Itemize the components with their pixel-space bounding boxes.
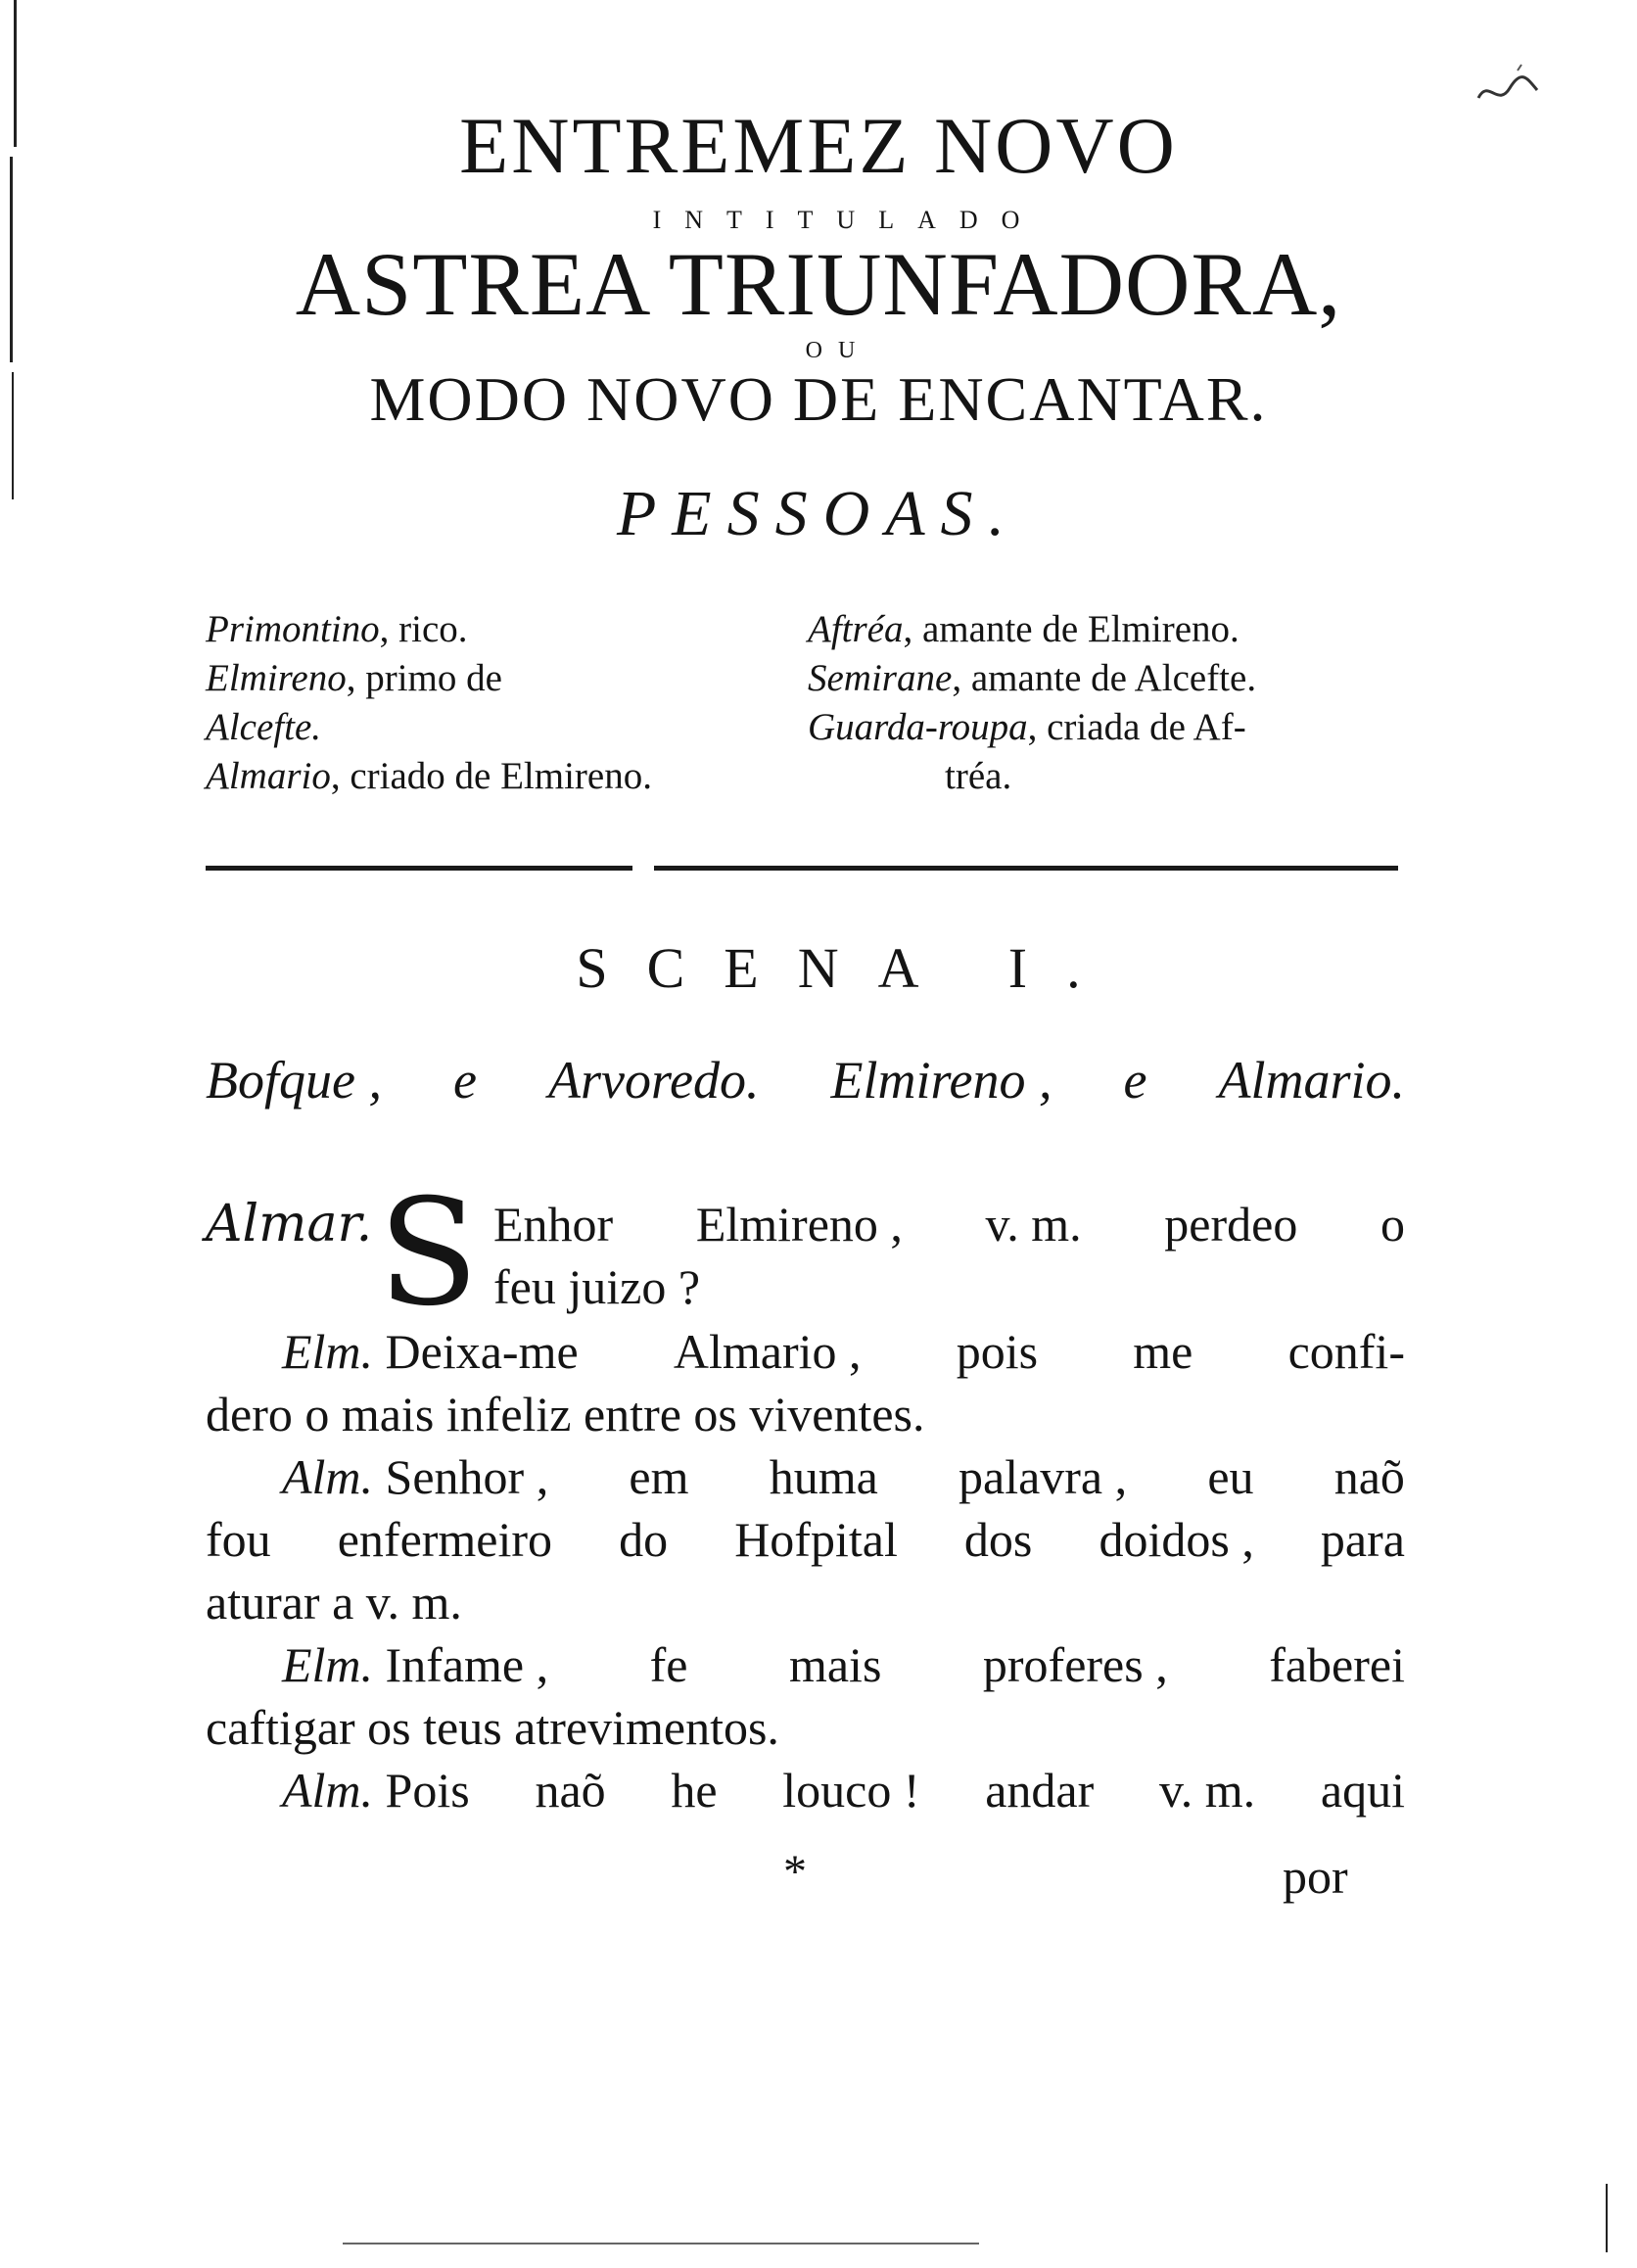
drop-cap: S	[378, 1168, 479, 1339]
word: Deixa-me	[385, 1324, 579, 1379]
word: o	[1380, 1197, 1405, 1252]
cast-name: Elmireno	[206, 657, 347, 699]
setting-word: Almario.	[1218, 1051, 1405, 1110]
cast-heading: PESSOAS.	[616, 478, 1021, 549]
word: caftigar os teus atrevimentos.	[206, 1700, 779, 1755]
word: faberei	[1269, 1637, 1405, 1692]
word: huma	[769, 1449, 878, 1504]
divider-rule	[654, 866, 1398, 871]
word: dos	[963, 1512, 1033, 1567]
word: do	[619, 1512, 669, 1567]
title-conjunction: OU	[805, 338, 871, 363]
text-line	[493, 1255, 1405, 1318]
text-line	[206, 1571, 1405, 1633]
word: palavra ,	[959, 1449, 1128, 1504]
word: para	[1320, 1512, 1405, 1567]
cast-list-left	[206, 605, 652, 801]
dialogue-body	[206, 1320, 1405, 1821]
cast-entry	[808, 654, 1256, 703]
cast-entry	[808, 605, 1256, 654]
cast-entry	[206, 703, 652, 752]
word: Senhor ,	[385, 1449, 549, 1504]
cast-name: Guarda-roupa	[808, 706, 1028, 748]
opening-speech	[206, 1168, 479, 1339]
word: aqui	[1320, 1763, 1405, 1818]
setting-word: Bofque ,	[206, 1051, 382, 1110]
text-line	[206, 1508, 1405, 1571]
cast-entry	[808, 703, 1256, 752]
line-part	[282, 1759, 470, 1821]
word: Enhor	[493, 1197, 614, 1252]
word: mais	[788, 1637, 882, 1692]
cast-entry	[206, 654, 652, 703]
word: eu	[1207, 1449, 1254, 1504]
word: pois	[956, 1324, 1039, 1379]
cast-list-right	[808, 605, 1256, 801]
title-main: ASTREA TRIUNFADORA,	[295, 234, 1342, 334]
cast-desc: , criada de Af-	[1027, 706, 1246, 748]
divider-rule	[206, 866, 632, 871]
word: louco !	[782, 1763, 920, 1818]
setting-word: Arvoredo.	[548, 1051, 760, 1110]
text-line	[206, 1633, 1405, 1696]
word: proferes ,	[982, 1637, 1168, 1692]
word: enfermeiro	[337, 1512, 553, 1567]
setting-word: e	[1123, 1051, 1147, 1110]
cast-entry	[206, 752, 652, 801]
scene-setting	[206, 1046, 1405, 1114]
cast-desc: tréa.	[945, 755, 1012, 797]
word: naõ	[535, 1763, 606, 1818]
cast-name: Primontino	[206, 608, 380, 650]
scan-edge-mark	[1606, 2184, 1608, 2252]
word: andar	[985, 1763, 1095, 1818]
speaker-label: Elm.	[282, 1324, 374, 1379]
subtitle: MODO NOVO DE ENCANTAR.	[369, 364, 1268, 434]
word: he	[671, 1763, 718, 1818]
word: Infame ,	[385, 1637, 549, 1692]
word: fe	[649, 1637, 688, 1692]
cast-entry	[808, 752, 1256, 801]
cast-desc: , amante de Elmireno.	[903, 608, 1239, 650]
word: em	[629, 1449, 689, 1504]
cast-desc: , primo de	[346, 657, 502, 699]
title-line-1: ENTREMEZ NOVO	[459, 101, 1178, 190]
text-line	[206, 1696, 1405, 1759]
cast-name: Alcefte.	[206, 706, 322, 748]
signature-mark: *	[783, 1846, 807, 1898]
title-line-2: INTITULADO	[652, 206, 1044, 234]
word: Hofpital	[734, 1512, 898, 1567]
scene-title: SCENA I.	[576, 936, 1120, 1000]
word: Elmireno ,	[695, 1197, 903, 1252]
line-part	[282, 1445, 548, 1508]
word: dero o mais infeliz entre os viventes.	[206, 1387, 925, 1441]
cast-desc: , rico.	[379, 608, 468, 650]
cast-name: Almario	[206, 755, 331, 797]
word: Almario ,	[673, 1324, 862, 1379]
setting-word: Elmireno ,	[830, 1051, 1052, 1110]
word: confi-	[1287, 1324, 1405, 1379]
speaker-label: Almar.	[206, 1195, 373, 1253]
line-part	[282, 1633, 548, 1696]
catchword: por	[1283, 1849, 1348, 1904]
word: fou	[206, 1512, 271, 1567]
speaker-label: Alm.	[282, 1449, 374, 1504]
speaker-label: Elm.	[282, 1637, 374, 1692]
text-line	[206, 1445, 1405, 1508]
text-line	[206, 1320, 1405, 1383]
cast-desc: , criado de Elmireno.	[330, 755, 652, 797]
text-line	[206, 1383, 1405, 1445]
word: aturar a v. m.	[206, 1575, 462, 1630]
setting-word: e	[453, 1051, 477, 1110]
word: Pois	[385, 1763, 470, 1818]
word: perdeo	[1164, 1197, 1298, 1252]
cast-desc: , amante de Alcefte.	[952, 657, 1257, 699]
word: me	[1133, 1324, 1193, 1379]
word: v. m.	[985, 1197, 1082, 1252]
word: naõ	[1333, 1449, 1405, 1504]
opening-speech-text	[493, 1193, 1405, 1318]
word: feu juizo ?	[493, 1259, 701, 1314]
cast-entry	[206, 605, 652, 654]
scan-edge-mark	[343, 2243, 979, 2244]
line-part	[282, 1320, 579, 1383]
cast-name: Aftréa	[808, 608, 904, 650]
text-line	[206, 1759, 1405, 1821]
word: doidos ,	[1099, 1512, 1254, 1567]
speaker-label: Alm.	[282, 1763, 374, 1818]
word: v. m.	[1159, 1763, 1256, 1818]
text-line	[493, 1193, 1405, 1255]
cast-name: Semirane	[808, 657, 953, 699]
